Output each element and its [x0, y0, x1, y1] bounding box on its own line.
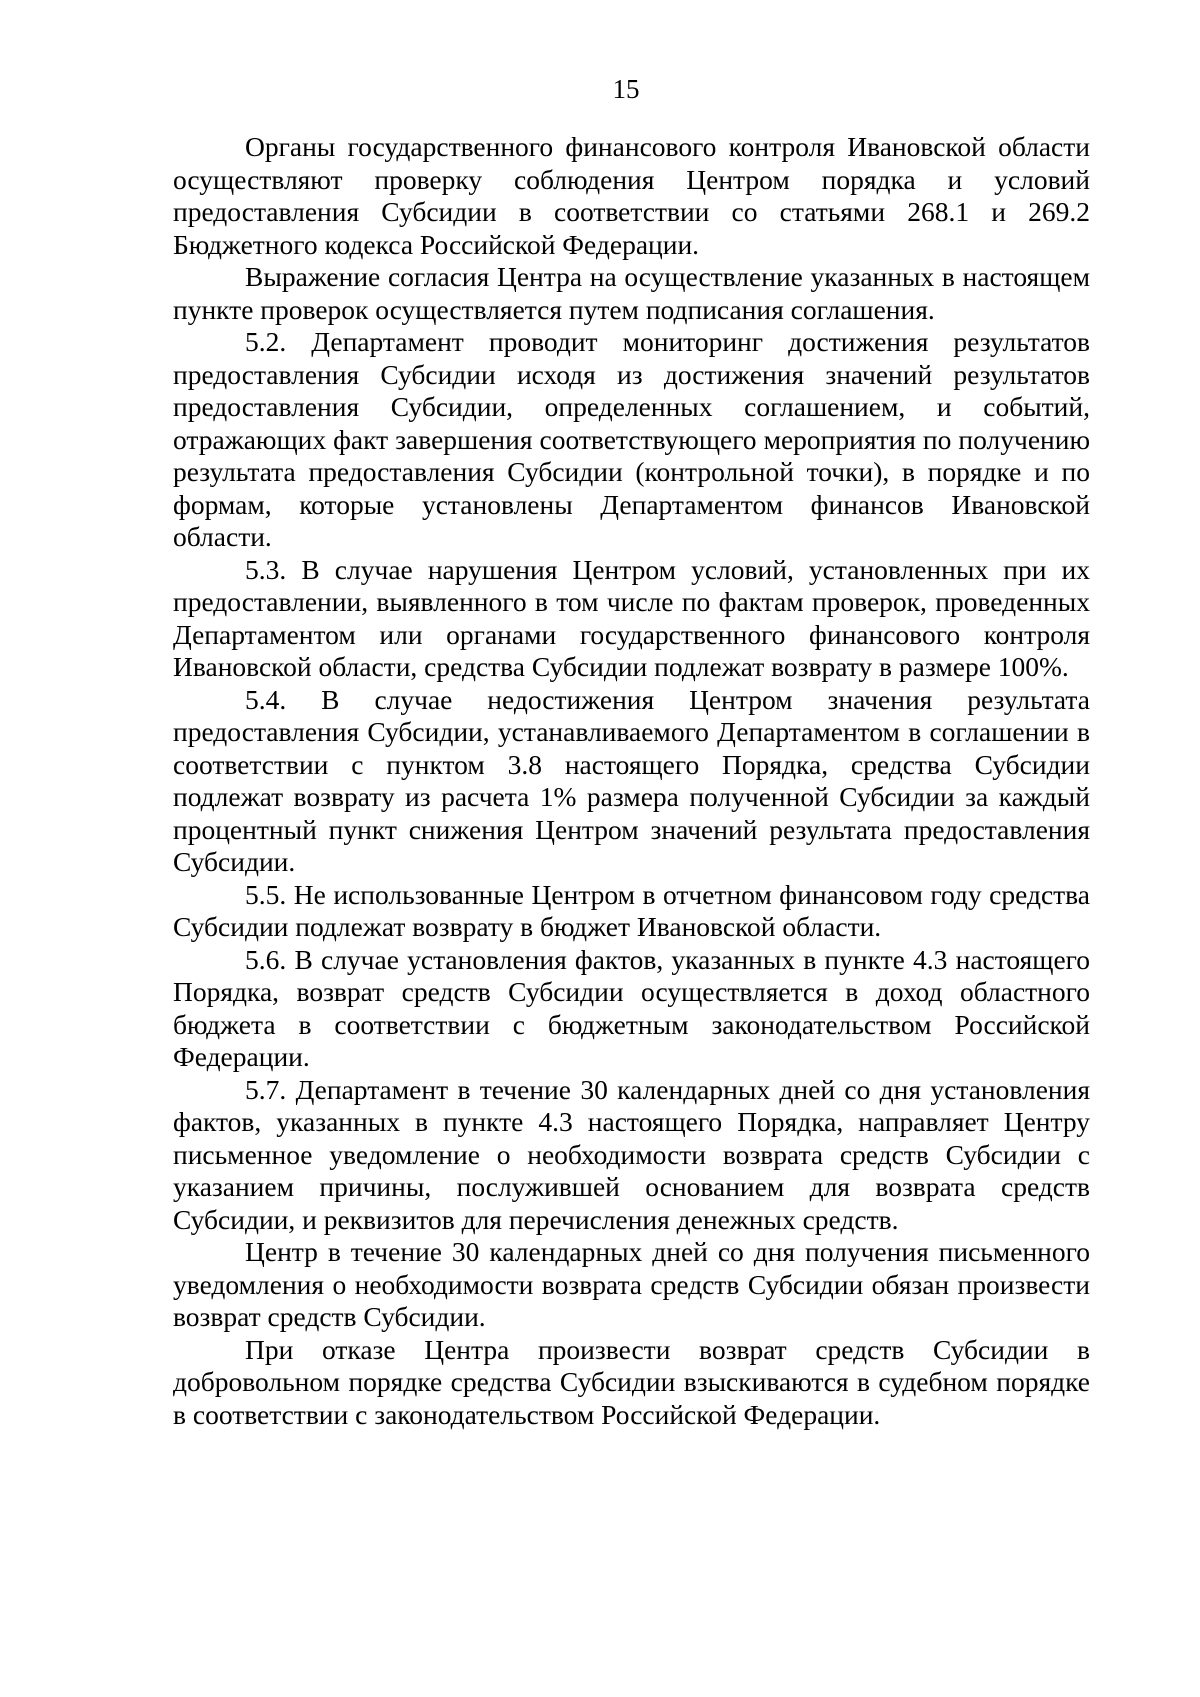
paragraph-5-6: 5.6. В случае установления фактов, указанных в пункте 4.3 настоящего Порядка, возврат средств Субсидии осуществляется в доход областного бюджета в соответствии с бюджетным законодательством Российской Федерации.: [173, 943, 1090, 1072]
document-body: [173, 131, 1090, 1431]
paragraph-financial-control: Органы государственного финансового контроля Ивановской области осуществляют проверку соблюдения Центром порядка и условий предоставления Субсидии в соответствии со статьями 268.1 и 269.2 Бюджетного кодекса Российской Федерации.: [173, 131, 1090, 260]
paragraph-consent: Выражение согласия Центра на осуществление указанных в настоящем пункте проверок осуществляется путем подписания соглашения.: [173, 261, 1090, 325]
paragraph-5-4: 5.4. В случае недостижения Центром значения результата предоставления Субсидии, устанавливаемого Департаментом в соглашении в соответствии с пунктом 3.8 настоящего Порядка, средства Субсидии подлежат возврату из расчета 1% размера полученной Субсидии за каждый процентный пункт снижения Центром значений результата предоставления Субсидии.: [173, 683, 1090, 877]
paragraph-5-2: 5.2. Департамент проводит мониторинг достижения результатов предоставления Субсидии исходя из достижения значений результатов предоставления Субсидии, определенных соглашением, и событий, отражающих факт завершения соответствующего мероприятия по получению результата предоставления Субсидии (контрольной точки), в порядке и по формам, которые установлены Департаментом финансов Ивановской области.: [173, 326, 1090, 552]
page-number: 15: [612, 74, 640, 104]
paragraph-5-3: 5.3. В случае нарушения Центром условий, установленных при их предоставлении, выявленного в том числе по фактам проверок, проведенных Департаментом или органами государственного финансового контроля Ивановской области, средства Субсидии подлежат возврату в размере 100%.: [173, 553, 1090, 682]
paragraph-5-5: 5.5. Не использованные Центром в отчетном финансовом году средства Субсидии подлежат возврату в бюджет Ивановской области.: [173, 878, 1090, 942]
paragraph-refusal: При отказе Центра произвести возврат средств Субсидии в добровольном порядке средства Субсидии взыскиваются в судебном порядке в соответствии с законодательством Российской Федерации.: [173, 1333, 1090, 1430]
paragraph-center-return: Центр в течение 30 календарных дней со дня получения письменного уведомления о необходимости возврата средств Субсидии обязан произвести возврат средств Субсидии.: [173, 1236, 1090, 1332]
paragraph-5-7: 5.7. Департамент в течение 30 календарных дней со дня установления фактов, указанных в пункте 4.3 настоящего Порядка, направляет Центру письменное уведомление о необходимости возврата средств Субсидии с указанием причины, послужившей основанием для возврата средств Субсидии, и реквизитов для перечисления денежных средств.: [173, 1073, 1090, 1235]
